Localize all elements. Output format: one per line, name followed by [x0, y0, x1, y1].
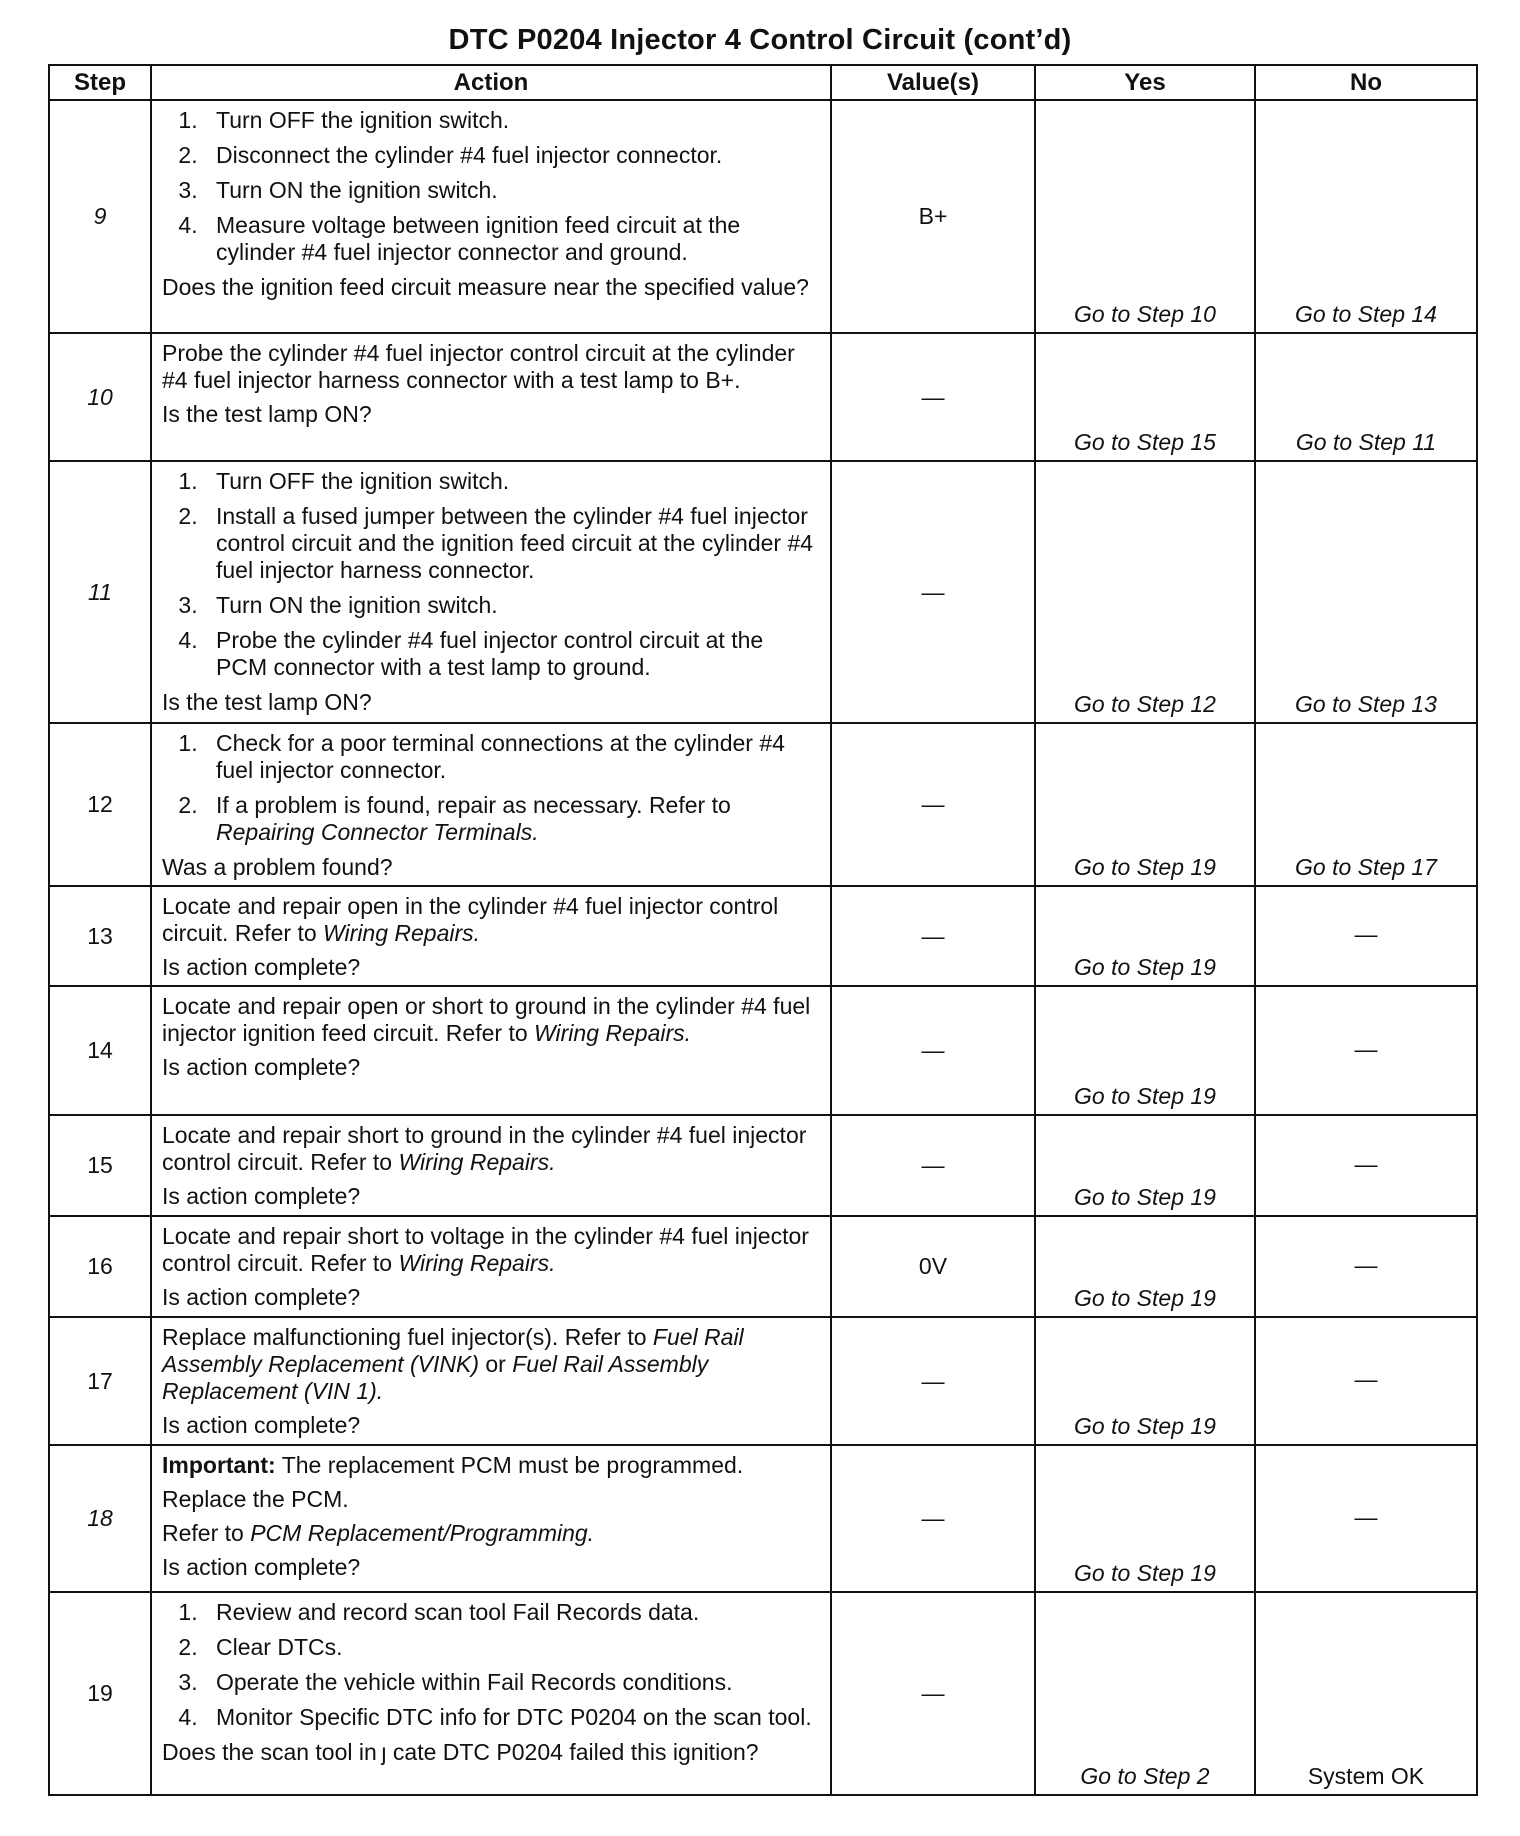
yes-cell: Go to Step 10	[1035, 100, 1255, 333]
step-number: 16	[49, 1216, 151, 1317]
action-text: Probe the cylinder #4 fuel injector control circuit at the cylinder #4 fuel injector harness connector with a test lamp to B+.	[162, 340, 795, 393]
action-text-body: Refer to	[162, 1520, 244, 1546]
no-cell: —	[1255, 1115, 1477, 1216]
header-action: Action	[151, 65, 831, 100]
value-cell: —	[831, 1317, 1035, 1445]
action-item: 1. Check for a poor terminal connections at the cylinder #4 fuel injector connector.	[204, 730, 820, 784]
header-step: Step	[49, 65, 151, 100]
action-question: Does the scan tool in ȷ cate DTC P0204 failed this ignition?	[162, 1739, 759, 1765]
action-text-body: Locate and repair short to ground in the cylinder #4 fuel injector control circuit. Refer to	[162, 1122, 807, 1175]
no-cell: —	[1255, 1317, 1477, 1445]
action-question: Is action complete?	[162, 954, 361, 980]
value-cell: —	[831, 886, 1035, 986]
header-no: No	[1255, 65, 1477, 100]
action-text-body: Locate and repair short to voltage in the cylinder #4 fuel injector control circuit. Refer to	[162, 1223, 809, 1276]
header-yes: Yes	[1035, 65, 1255, 100]
table-row	[49, 723, 1477, 886]
action-question: Is action complete?	[162, 1284, 361, 1310]
no-cell: Go to Step 14	[1255, 100, 1477, 333]
step-number: 19	[49, 1592, 151, 1795]
action-cell	[151, 986, 831, 1115]
action-question: Is action complete?	[162, 1412, 361, 1438]
action-item: 4. Measure voltage between ignition feed circuit at the cylinder #4 fuel injector connector and ground.	[204, 212, 820, 266]
reference-link: PCM Replacement/Programming.	[250, 1520, 595, 1546]
reference-link: Wiring Repairs.	[398, 1149, 556, 1175]
action-item: 4. Probe the cylinder #4 fuel injector control circuit at the PCM connector with a test lamp to ground.	[204, 627, 820, 681]
action-list	[162, 107, 820, 266]
action-cell	[151, 886, 831, 986]
no-cell: —	[1255, 886, 1477, 986]
action-text-body: Replace malfunctioning fuel injector(s). Refer to	[162, 1324, 647, 1350]
yes-cell: Go to Step 19	[1035, 1445, 1255, 1592]
step-number: 10	[49, 333, 151, 461]
table-row	[49, 100, 1477, 333]
action-text	[162, 993, 820, 1047]
action-text	[162, 893, 820, 947]
action-cell	[151, 1445, 831, 1592]
reference-link: Wiring Repairs.	[534, 1020, 692, 1046]
no-cell: Go to Step 11	[1255, 333, 1477, 461]
yes-cell: Go to Step 19	[1035, 1317, 1255, 1445]
action-text	[162, 1324, 820, 1405]
value-cell: B+	[831, 100, 1035, 333]
value-cell: —	[831, 986, 1035, 1115]
header-values: Value(s)	[831, 65, 1035, 100]
action-item: 1. Turn OFF the ignition switch.	[204, 107, 820, 134]
action-item: 2. Disconnect the cylinder #4 fuel injector connector.	[204, 142, 820, 169]
value-cell: —	[831, 723, 1035, 886]
no-cell: Go to Step 13	[1255, 461, 1477, 723]
action-item: 3. Operate the vehicle within Fail Records conditions.	[204, 1669, 820, 1696]
action-item: 2. Install a fused jumper between the cylinder #4 fuel injector control circuit and the ignition feed circuit at the cylinder #4 fuel injector harness connector.	[204, 503, 820, 584]
table-row	[49, 333, 1477, 461]
action-question: Was a problem found?	[162, 854, 393, 880]
action-question: Is the test lamp ON?	[162, 689, 372, 715]
step-number: 18	[49, 1445, 151, 1592]
yes-cell: Go to Step 19	[1035, 723, 1255, 886]
yes-cell: Go to Step 15	[1035, 333, 1255, 461]
table-header-row	[49, 65, 1477, 100]
yes-cell: Go to Step 12	[1035, 461, 1255, 723]
step-number: 13	[49, 886, 151, 986]
diagnostic-table	[48, 64, 1478, 1796]
value-cell: —	[831, 1445, 1035, 1592]
no-cell: —	[1255, 1445, 1477, 1592]
action-text	[162, 1223, 820, 1277]
table-row	[49, 1317, 1477, 1445]
action-text-body: Locate and repair open in the cylinder #4 fuel injector control circuit. Refer to	[162, 893, 779, 946]
yes-cell: Go to Step 19	[1035, 1216, 1255, 1317]
action-text-body: Locate and repair open or short to ground in the cylinder #4 fuel injector ignition feed circuit. Refer to	[162, 993, 811, 1046]
conjunction: or	[485, 1351, 506, 1377]
page-title: DTC P0204 Injector 4 Control Circuit (cont’d)	[448, 24, 1072, 56]
yes-cell: Go to Step 2	[1035, 1592, 1255, 1795]
action-cell	[151, 1216, 831, 1317]
no-cell: —	[1255, 1216, 1477, 1317]
action-cell	[151, 723, 831, 886]
action-question: Is action complete?	[162, 1054, 361, 1080]
action-question: Does the ignition feed circuit measure near the specified value?	[162, 274, 809, 300]
action-list	[162, 730, 820, 846]
action-cell	[151, 1115, 831, 1216]
reference-link: Wiring Repairs.	[323, 920, 481, 946]
important-note	[162, 1452, 820, 1479]
action-item	[204, 792, 820, 846]
yes-cell: Go to Step 19	[1035, 886, 1255, 986]
action-cell	[151, 1317, 831, 1445]
step-number: 12	[49, 723, 151, 886]
action-text: Replace the PCM.	[162, 1486, 349, 1512]
step-number: 14	[49, 986, 151, 1115]
action-list	[162, 468, 820, 681]
value-cell: —	[831, 461, 1035, 723]
table-row	[49, 1445, 1477, 1592]
action-item: 4. Monitor Specific DTC info for DTC P0204 on the scan tool.	[204, 1704, 820, 1731]
action-cell	[151, 1592, 831, 1795]
no-cell: System OK	[1255, 1592, 1477, 1795]
value-cell: —	[831, 1592, 1035, 1795]
table-row	[49, 986, 1477, 1115]
action-list	[162, 1599, 820, 1731]
yes-cell: Go to Step 19	[1035, 1115, 1255, 1216]
action-question: Is action complete?	[162, 1554, 361, 1580]
reference-link: Repairing Connector Terminals.	[216, 819, 539, 845]
action-question: Is action complete?	[162, 1183, 361, 1209]
action-cell	[151, 100, 831, 333]
action-item: 3. Turn ON the ignition switch.	[204, 592, 820, 619]
action-item: 1. Review and record scan tool Fail Records data.	[204, 1599, 820, 1626]
action-cell	[151, 461, 831, 723]
step-number: 17	[49, 1317, 151, 1445]
reference-link: Wiring Repairs.	[398, 1250, 556, 1276]
reference-link: Fuel Rail Assembly Replacement (VINK)	[162, 1324, 744, 1377]
action-item: 3. Turn ON the ignition switch.	[204, 177, 820, 204]
table-row	[49, 1115, 1477, 1216]
action-question: Is the test lamp ON?	[162, 401, 372, 427]
action-text	[162, 1122, 820, 1176]
value-cell: —	[831, 1115, 1035, 1216]
no-cell: —	[1255, 986, 1477, 1115]
yes-cell: Go to Step 19	[1035, 986, 1255, 1115]
value-cell: 0V	[831, 1216, 1035, 1317]
table-row	[49, 886, 1477, 986]
table-row	[49, 1592, 1477, 1795]
step-number: 9	[49, 100, 151, 333]
no-cell: Go to Step 17	[1255, 723, 1477, 886]
action-text	[162, 1520, 820, 1547]
action-cell	[151, 333, 831, 461]
step-number: 15	[49, 1115, 151, 1216]
important-label: Important:	[162, 1452, 276, 1478]
reference-link: Fuel Rail Assembly Replacement (VIN 1).	[162, 1351, 709, 1404]
step-number: 11	[49, 461, 151, 723]
action-item-text: If a problem is found, repair as necessary. Refer to	[216, 792, 731, 818]
value-cell: —	[831, 333, 1035, 461]
action-item: 2. Clear DTCs.	[204, 1634, 820, 1661]
action-item: 1. Turn OFF the ignition switch.	[204, 468, 820, 495]
table-row	[49, 461, 1477, 723]
important-text: The replacement PCM must be programmed.	[281, 1452, 744, 1478]
table-row	[49, 1216, 1477, 1317]
